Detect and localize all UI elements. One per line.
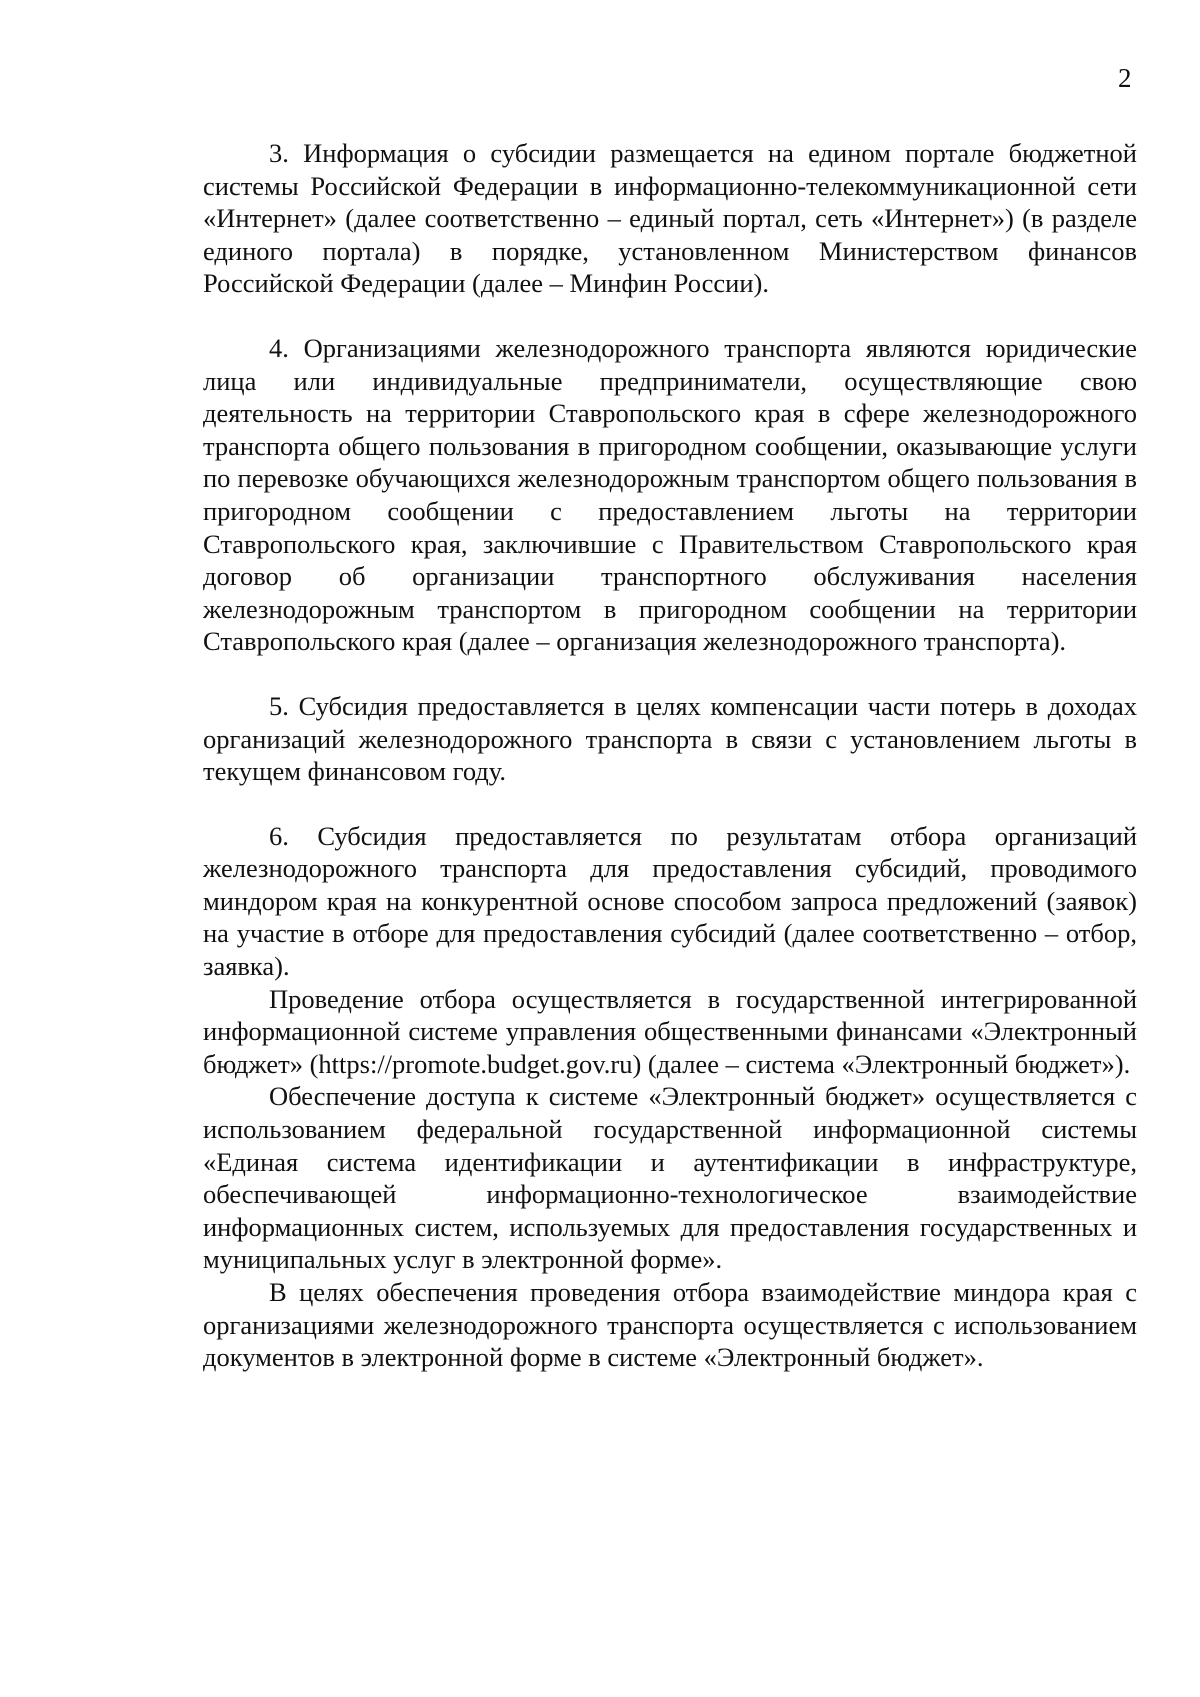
paragraph-6-system-access: Обеспечение доступа к системе «Электронный бюджет» осуществляется с использованием федеральной государственной информационной системы «Единая система идентификации и аутентификации в инфраструктуре, обеспечивающей информационно-технологическое взаимодействие информационных систем, используемых для предоставления государственных и муниципальных услуг в электронной форме». [203, 1081, 1137, 1275]
paragraph-4: 4. Организациями железнодорожного транспорта являются юридические лица или индивидуальные предприниматели, осуществляющие свою деятельность на территории Ставропольского края в сфере железнодорожного транспорта общего пользования в пригородном сообщении, оказывающие услуги по перевозке обучающихся железнодорожным транспортом общего пользования в пригородном сообщении с предоставлением льготы на территории Ставропольского края, заключившие с Правительством Ставропольского края договор об организации транспортного обслуживания населения железнодорожным транспортом в пригородном сообщении на территории Ставропольского края (далее – организация железнодорожного транспорта). [203, 332, 1137, 657]
document-body [203, 137, 1137, 1374]
page-number: 2 [1118, 63, 1132, 93]
paragraph-6-selection-platform: Проведение отбора осуществляется в государственной интегрированной информационной системе управления общественными финансами «Электронный бюджет» (https://promote.budget.gov.ru) (далее – система «Электронный бюджет»). [203, 983, 1137, 1079]
paragraph-3: 3. Информация о субсидии размещается на едином портале бюджетной системы Российской Федерации в информационно-телекоммуникационной сети «Интернет» (далее соответственно – единый портал, сеть «Интернет») (в разделе единого портала) в порядке, установленном Министерством финансов Российской Федерации (далее – Минфин России). [203, 138, 1137, 299]
paragraph-5: 5. Субсидия предоставляется в целях компенсации части потерь в доходах организаций железнодорожного транспорта в связи с установлением льготы в текущем финансовом году. [203, 690, 1137, 787]
paragraph-6-electronic-interaction: В целях обеспечения проведения отбора взаимодействие миндора края с организациями железнодорожного транспорта осуществляется с использованием документов в электронной форме в системе «Электронный бюджет». [203, 1277, 1137, 1373]
paragraph-6: 6. Субсидия предоставляется по результатам отбора организаций железнодорожного транспорта для предоставления субсидий, проводимого миндором края на конкурентной основе способом запроса предложений (заявок) на участие в отборе для предоставления субсидий (далее соответственно – отбор, заявка). [203, 820, 1137, 982]
